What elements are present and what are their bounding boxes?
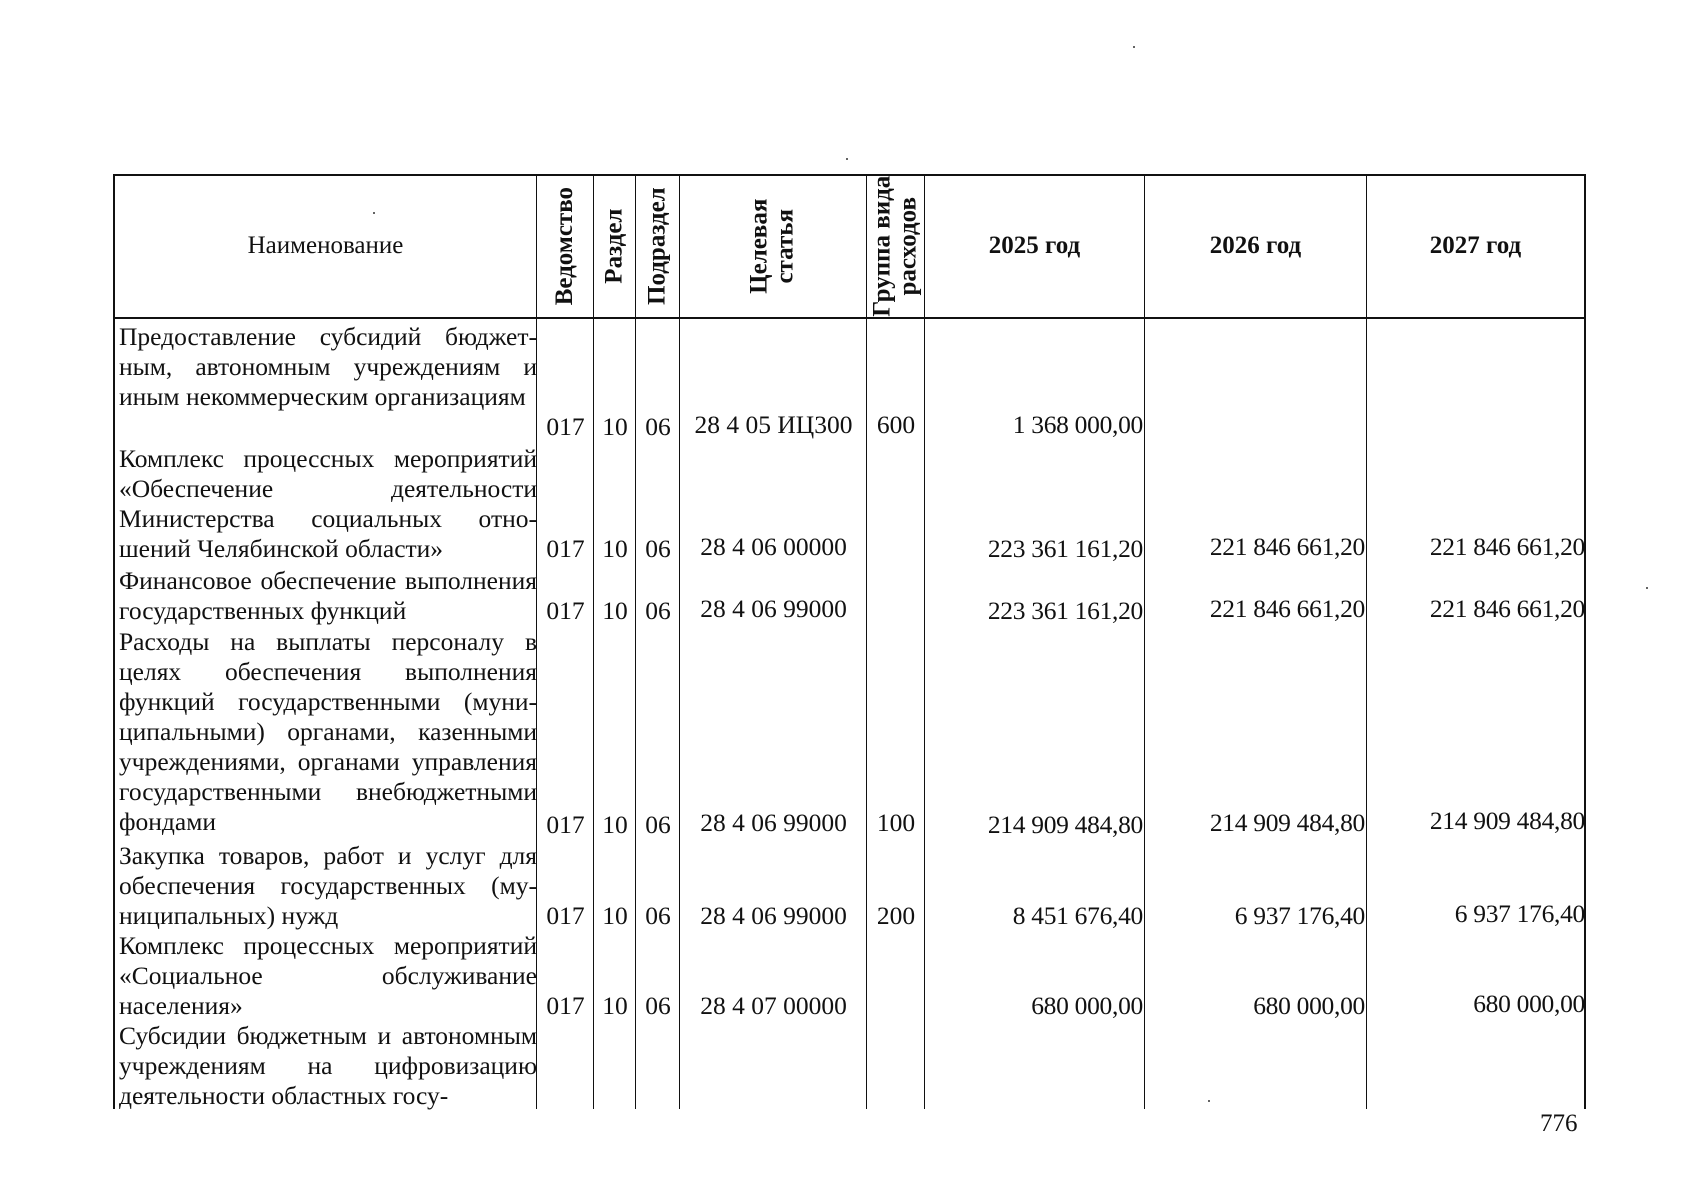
row-celevaya-statya: 28 4 06 99000 — [700, 808, 847, 837]
row-podrazdel: 06 — [645, 534, 671, 563]
scan-speck — [1208, 1100, 1210, 1102]
header-gruppa-line1: Группа вида — [868, 175, 896, 317]
row-amount-2025: 680 000,00 — [1031, 991, 1143, 1020]
row-amount-2027: 221 846 661,20 — [1429, 532, 1585, 561]
header-gruppa-vida-rashodov — [867, 176, 924, 316]
row-vedomstvo: 017 — [546, 534, 585, 563]
row-amount-2026: 6 937 176,40 — [1234, 901, 1365, 930]
header-year-2026-label: 2026 год — [1209, 231, 1302, 259]
row-name: Расходы на выплаты персоналу в целях обеспечения выполнения функций государственными (муниципальными) органами, казенными учреждениями, органами управления государственными внебюджетными фондами — [119, 627, 537, 836]
row-podrazdel: 06 — [645, 901, 671, 930]
header-year-2026 — [1145, 176, 1366, 316]
header-gruppa-label — [869, 175, 922, 316]
header-name-label: Наименование — [247, 231, 404, 259]
row-podrazdel: 06 — [645, 412, 671, 441]
row-amount-2025: 8 451 676,40 — [1012, 901, 1143, 930]
row-celevaya-statya: 28 4 07 00000 — [700, 991, 847, 1020]
row-vedomstvo: 017 — [546, 901, 585, 930]
scan-speck — [846, 158, 848, 160]
row-razdel: 10 — [602, 810, 628, 839]
header-divider — [113, 317, 1586, 319]
header-podrazdel-label: Подраздел — [643, 187, 671, 305]
row-razdel: 10 — [602, 596, 628, 625]
row-amount-2026: 221 846 661,20 — [1209, 532, 1365, 561]
row-celevaya-statya: 28 4 06 99000 — [700, 594, 847, 623]
header-name — [115, 176, 536, 316]
row-name: Комплекс процессных мероприятий «Социальное обслуживание населения» — [119, 931, 537, 1020]
header-celevaya-label — [747, 198, 800, 293]
row-podrazdel: 06 — [645, 991, 671, 1020]
row-name: Предоставление субсидий бюджетным, автономным учреждениям и иным некоммерческим организациям — [119, 322, 537, 411]
header-year-2027 — [1367, 176, 1584, 316]
row-razdel: 10 — [602, 412, 628, 441]
page-number: 776 — [1540, 1110, 1578, 1137]
row-gruppa: 600 — [876, 410, 916, 439]
header-vedomstvo — [537, 176, 593, 316]
budget-table — [113, 174, 1586, 1109]
row-razdel: 10 — [602, 901, 628, 930]
header-vedomstvo-label: Ведомство — [550, 186, 578, 306]
scan-speck — [1646, 587, 1648, 589]
row-celevaya-statya: 28 4 05 ИЦ300 — [694, 410, 853, 439]
row-celevaya-statya: 28 4 06 99000 — [700, 901, 847, 930]
row-vedomstvo: 017 — [546, 596, 585, 625]
row-vedomstvo: 017 — [546, 991, 585, 1020]
row-celevaya-statya: 28 4 06 00000 — [700, 532, 847, 561]
table-border-right — [1584, 174, 1586, 1109]
scan-speck — [373, 212, 375, 214]
header-gruppa-line2: расходов — [894, 196, 922, 296]
row-gruppa: 200 — [876, 901, 916, 930]
header-year-2025-label: 2025 год — [988, 231, 1081, 259]
row-name: Комплекс процессных мероприятий «Обеспечение деятельности Министерства социальных отношений Челябинской области» — [119, 444, 537, 563]
header-razdel-label: Раздел — [600, 208, 628, 284]
row-amount-2027: 680 000,00 — [1473, 989, 1585, 1018]
row-podrazdel: 06 — [645, 596, 671, 625]
row-name: Субсидии бюджетным и автономным учреждениям на цифровизацию деятельности областных госу- — [119, 1021, 537, 1110]
row-name: Финансовое обеспечение выполнения государственных функций — [119, 566, 537, 625]
row-amount-2027: 6 937 176,40 — [1454, 899, 1585, 928]
header-celevaya-statya — [680, 176, 866, 316]
row-podrazdel: 06 — [645, 810, 671, 839]
row-gruppa: 100 — [876, 808, 916, 837]
row-amount-2025: 1 368 000,00 — [1012, 410, 1143, 439]
row-razdel: 10 — [602, 991, 628, 1020]
row-name: Закупка товаров, работ и услуг для обеспечения государственных (муниципальных) нужд — [119, 841, 537, 930]
header-razdel — [594, 176, 635, 316]
header-podrazdel — [636, 176, 679, 316]
row-vedomstvo: 017 — [546, 810, 585, 839]
row-amount-2025: 223 361 161,20 — [987, 534, 1143, 563]
row-razdel: 10 — [602, 534, 628, 563]
row-amount-2026: 221 846 661,20 — [1209, 594, 1365, 623]
header-year-2027-label: 2027 год — [1429, 231, 1522, 259]
row-amount-2026: 214 909 484,80 — [1209, 808, 1365, 837]
row-amount-2027: 221 846 661,20 — [1429, 594, 1585, 623]
row-amount-2025: 223 361 161,20 — [987, 596, 1143, 625]
scan-speck — [1133, 46, 1135, 48]
header-celevaya-line2: статья — [771, 208, 799, 284]
row-vedomstvo: 017 — [546, 412, 585, 441]
row-amount-2026: 680 000,00 — [1253, 991, 1365, 1020]
row-amount-2025: 214 909 484,80 — [987, 810, 1143, 839]
header-celevaya-line1: Целевая — [745, 198, 773, 294]
row-amount-2027: 214 909 484,80 — [1429, 806, 1585, 835]
header-year-2025 — [925, 176, 1144, 316]
